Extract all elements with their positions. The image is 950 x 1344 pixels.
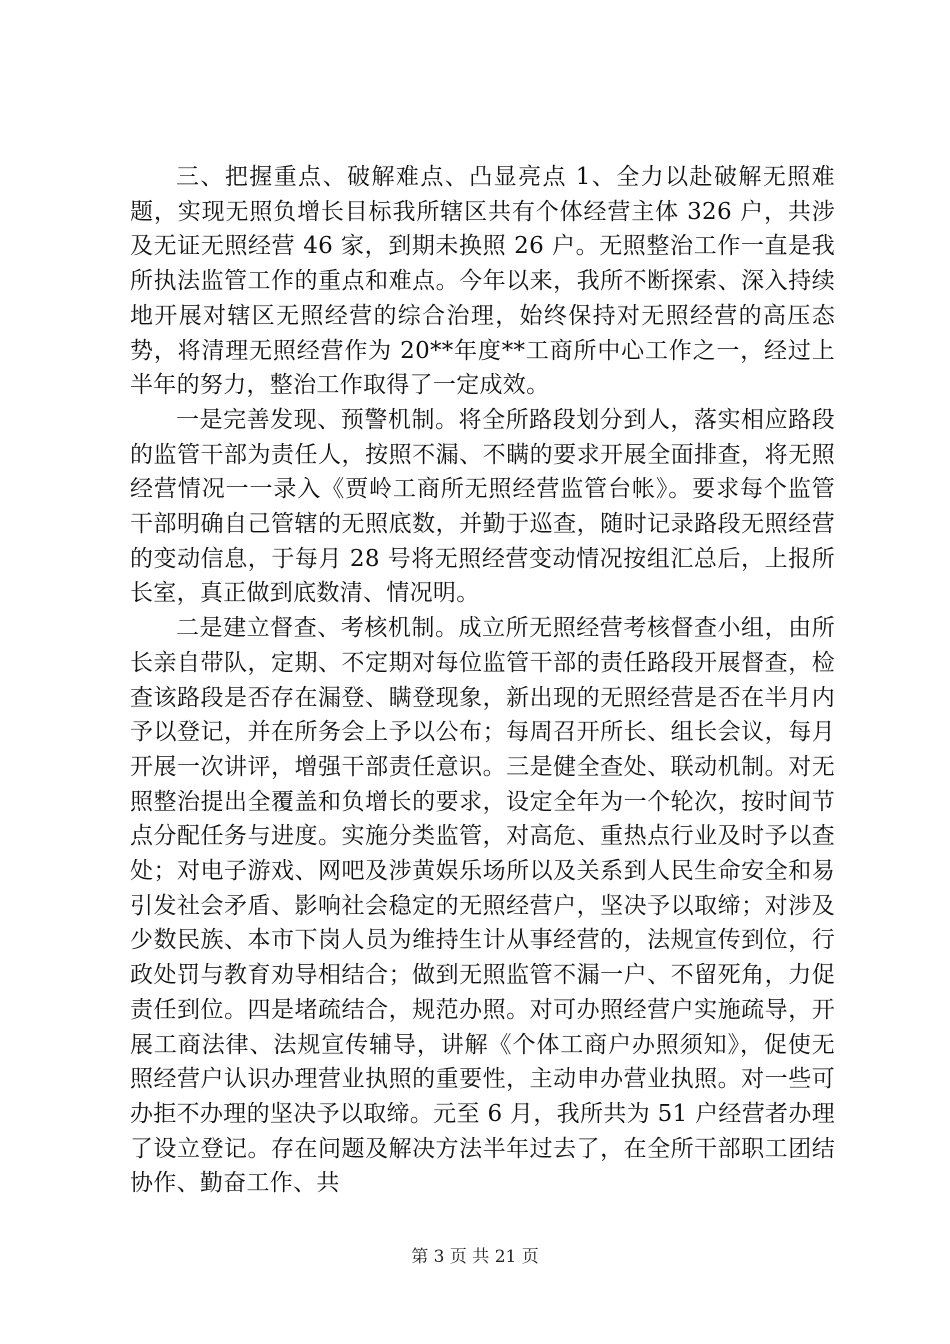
paragraph-2: 一是完善发现、预警机制。将全所路段划分到人，落实相应路段的监管干部为责任人，按照不漏、不瞒的要求开展全面排查，将无照经营情况一一录入《贾岭工商所无照经营监管台帐》。要求每个监管干部明确自己管辖的无照底数，并勤于巡查，随时记录路段无照经营的变动信息，于每月 28 号将无照经营变动情况按组汇总后，上报所长室，真正做到底数清、情况明。 <box>130 406 835 607</box>
page-number-footer: 第 3 页 共 21 页 <box>411 1247 539 1267</box>
paragraph-3: 二是建立督查、考核机制。成立所无照经营考核督查小组，由所长亲自带队，定期、不定期对每位监管干部的责任路段开展督查，检查该路段是否存在漏登、瞒登现象，新出现的无照经营是否在半月内予以登记，并在所务会上予以公布；每周召开所长、组长会议，每月开展一次讲评，增强干部责任意识。三是健全查处、联动机制。对无照整治提出全覆盖和负增长的要求，设定全年为一个轮次，按时间节点分配任务与进度。实施分类监管，对高危、重热点行业及时予以查处；对电子游戏、网吧及涉黄娱乐场所以及关系到人民生命安全和易引发社会矛盾、影响社会稳定的无照经营户，坚决予以取缔；对涉及少数民族、本市下岗人员为维持生计从事经营的，法规宣传到位，行政处罚与教育劝导相结合；做到无照监管不漏一户、不留死角，力促责任到位。四是堵疏结合，规范办照。对可办照经营户实施疏导，开展工商法律、法规宣传辅导，讲解《个体工商户办照须知》，促使无照经营户认识办理营业执照的重要性，主动申办营业执照。对一些可办拒不办理的坚决予以取缔。元至 6 月，我所共为 51 户经营者办理了设立登记。存在问题及解决方法半年过去了，在全所干部职工团结协作、勤奋工作、共 <box>130 615 835 1197</box>
paragraph-1: 三、把握重点、破解难点、凸显亮点 1、全力以赴破解无照难题，实现无照负增长目标我所辖区共有个体经营主体 326 户，共涉及无证无照经营 46 家，到期未换照 26 户。无照整治工作一直是我所执法监管工作的重点和难点。今年以来，我所不断探索、深入持续地开展对辖区无照经营的综合治理，始终保持对无照经营的高压态势，将清理无照经营作为 20**年度**工商所中心工作之一，经过上半年的努力，整治工作取得了一定成效。 <box>130 164 835 399</box>
document-body <box>130 160 835 1201</box>
